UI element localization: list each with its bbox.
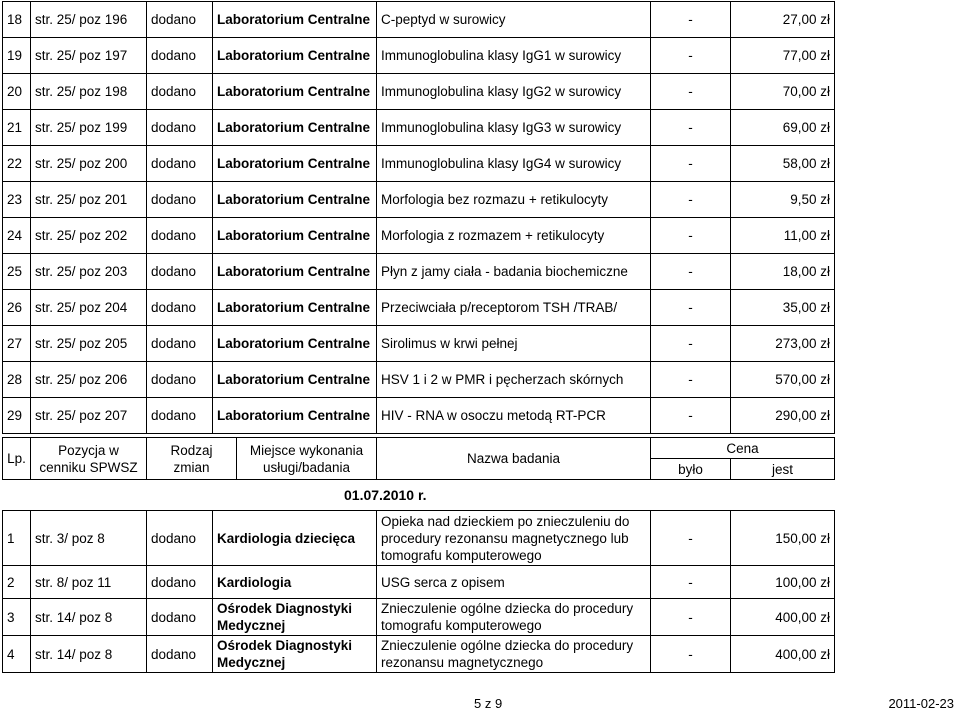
row-position: str. 25/ poz 204	[31, 290, 147, 326]
row-position: str. 25/ poz 203	[31, 254, 147, 290]
row-price-now: 100,00 zł	[731, 566, 835, 599]
row-place: Laboratorium Centralne	[213, 38, 377, 74]
row-change-type: dodano	[147, 110, 213, 146]
row-place: Laboratorium Centralne	[213, 182, 377, 218]
row-place: Ośrodek Diagnostyki Medycznej	[213, 599, 377, 636]
table-row	[3, 599, 835, 636]
row-position: str. 25/ poz 207	[31, 398, 147, 434]
row-price-was: -	[651, 326, 731, 362]
row-price-now: 290,00 zł	[731, 398, 835, 434]
row-price-now: 11,00 zł	[731, 218, 835, 254]
table-row	[3, 254, 835, 290]
row-lp: 28	[3, 362, 31, 398]
header-price-was: było	[651, 459, 731, 480]
price-changes-table-top	[2, 1, 835, 434]
row-position: str. 25/ poz 199	[31, 110, 147, 146]
row-price-now: 69,00 zł	[731, 110, 835, 146]
row-price-was: -	[651, 182, 731, 218]
row-test-name: Płyn z jamy ciała - badania biochemiczne	[377, 254, 651, 290]
row-position: str. 25/ poz 206	[31, 362, 147, 398]
header-lp: Lp.	[3, 438, 31, 480]
header-price: Cena	[651, 438, 835, 459]
row-test-name: HSV 1 i 2 w PMR i pęcherzach skórnych	[377, 362, 651, 398]
row-price-now: 9,50 zł	[731, 182, 835, 218]
row-price-now: 35,00 zł	[731, 290, 835, 326]
header-test-name: Nazwa badania	[377, 438, 651, 480]
row-price-was: -	[651, 290, 731, 326]
row-place: Laboratorium Centralne	[213, 2, 377, 38]
row-price-now: 18,00 zł	[731, 254, 835, 290]
table-row	[3, 290, 835, 326]
row-price-now: 273,00 zł	[731, 326, 835, 362]
page-number: 5 z 9	[474, 696, 503, 711]
row-price-was: -	[651, 2, 731, 38]
row-change-type: dodano	[147, 182, 213, 218]
row-change-type: dodano	[147, 599, 213, 636]
row-test-name: Immunoglobulina klasy IgG2 w surowicy	[377, 74, 651, 110]
row-position: str. 25/ poz 202	[31, 218, 147, 254]
table-row	[3, 182, 835, 218]
row-test-name: USG serca z opisem	[377, 566, 651, 599]
row-price-was: -	[651, 74, 731, 110]
row-change-type: dodano	[147, 326, 213, 362]
row-change-type: dodano	[147, 38, 213, 74]
row-test-name: Immunoglobulina klasy IgG1 w surowicy	[377, 38, 651, 74]
table-row	[3, 326, 835, 362]
header-change-type: Rodzaj zmian	[147, 438, 237, 480]
row-test-name: Immunoglobulina klasy IgG4 w surowicy	[377, 146, 651, 182]
row-test-name: Immunoglobulina klasy IgG3 w surowicy	[377, 110, 651, 146]
row-place: Laboratorium Centralne	[213, 74, 377, 110]
header-price-now: jest	[731, 459, 835, 480]
row-change-type: dodano	[147, 398, 213, 434]
row-position: str. 25/ poz 201	[31, 182, 147, 218]
row-lp: 22	[3, 146, 31, 182]
row-test-name: C-peptyd w surowicy	[377, 2, 651, 38]
row-place: Laboratorium Centralne	[213, 362, 377, 398]
row-test-name: Znieczulenie ogólne dziecka do procedury rezonansu magnetycznego	[377, 636, 651, 673]
row-position: str. 3/ poz 8	[31, 511, 147, 566]
row-price-was: -	[651, 254, 731, 290]
row-lp: 3	[3, 599, 31, 636]
table-row	[3, 2, 835, 38]
table-row	[3, 566, 835, 599]
table-row	[3, 511, 835, 566]
row-position: str. 25/ poz 198	[31, 74, 147, 110]
row-lp: 2	[3, 566, 31, 599]
row-lp: 20	[3, 74, 31, 110]
row-lp: 26	[3, 290, 31, 326]
row-test-name: Znieczulenie ogólne dziecka do procedury tomografu komputerowego	[377, 599, 651, 636]
price-changes-table-bottom	[2, 510, 835, 673]
row-position: str. 25/ poz 205	[31, 326, 147, 362]
row-place: Kardiologia dziecięca	[213, 511, 377, 566]
table-row	[3, 398, 835, 434]
row-price-was: -	[651, 362, 731, 398]
row-lp: 4	[3, 636, 31, 673]
row-lp: 18	[3, 2, 31, 38]
row-place: Ośrodek Diagnostyki Medycznej	[213, 636, 377, 673]
row-test-name: Opieka nad dzieckiem po znieczuleniu do procedury rezonansu magnetycznego lub tomografu komputerowego	[377, 511, 651, 566]
row-change-type: dodano	[147, 511, 213, 566]
header-place: Miejsce wykonania usługi/badania	[237, 438, 377, 480]
row-price-now: 150,00 zł	[731, 511, 835, 566]
row-lp: 19	[3, 38, 31, 74]
row-lp: 21	[3, 110, 31, 146]
row-place: Laboratorium Centralne	[213, 326, 377, 362]
row-lp: 24	[3, 218, 31, 254]
row-place: Kardiologia	[213, 566, 377, 599]
row-price-was: -	[651, 566, 731, 599]
print-date: 2011-02-23	[888, 696, 954, 711]
row-price-now: 570,00 zł	[731, 362, 835, 398]
row-change-type: dodano	[147, 636, 213, 673]
row-change-type: dodano	[147, 566, 213, 599]
table-row	[3, 218, 835, 254]
table-header	[2, 437, 835, 480]
row-position: str. 14/ poz 8	[31, 636, 147, 673]
row-test-name: HIV - RNA w osoczu metodą RT-PCR	[377, 398, 651, 434]
row-price-was: -	[651, 636, 731, 673]
row-price-was: -	[651, 511, 731, 566]
row-lp: 23	[3, 182, 31, 218]
row-position: str. 25/ poz 196	[31, 2, 147, 38]
row-place: Laboratorium Centralne	[213, 110, 377, 146]
row-change-type: dodano	[147, 218, 213, 254]
row-price-now: 58,00 zł	[731, 146, 835, 182]
row-price-was: -	[651, 38, 731, 74]
row-lp: 1	[3, 511, 31, 566]
row-change-type: dodano	[147, 290, 213, 326]
row-position: str. 8/ poz 11	[31, 566, 147, 599]
row-price-was: -	[651, 599, 731, 636]
row-test-name: Sirolimus w krwi pełnej	[377, 326, 651, 362]
row-price-now: 400,00 zł	[731, 636, 835, 673]
table-row	[3, 636, 835, 673]
row-price-now: 400,00 zł	[731, 599, 835, 636]
table-row	[3, 74, 835, 110]
row-price-now: 77,00 zł	[731, 38, 835, 74]
table-row	[3, 110, 835, 146]
row-change-type: dodano	[147, 146, 213, 182]
row-change-type: dodano	[147, 2, 213, 38]
row-place: Laboratorium Centralne	[213, 290, 377, 326]
row-lp: 27	[3, 326, 31, 362]
row-place: Laboratorium Centralne	[213, 254, 377, 290]
row-change-type: dodano	[147, 74, 213, 110]
table-row	[3, 362, 835, 398]
row-place: Laboratorium Centralne	[213, 146, 377, 182]
row-change-type: dodano	[147, 254, 213, 290]
section-date: 01.07.2010 r.	[344, 487, 427, 503]
row-lp: 25	[3, 254, 31, 290]
table-row	[3, 38, 835, 74]
row-place: Laboratorium Centralne	[213, 218, 377, 254]
row-change-type: dodano	[147, 362, 213, 398]
header-position: Pozycja w cenniku SPWSZ	[31, 438, 147, 480]
row-position: str. 14/ poz 8	[31, 599, 147, 636]
row-place: Laboratorium Centralne	[213, 398, 377, 434]
row-test-name: Morfologia z rozmazem + retikulocyty	[377, 218, 651, 254]
table-row	[3, 146, 835, 182]
row-position: str. 25/ poz 200	[31, 146, 147, 182]
row-price-was: -	[651, 398, 731, 434]
row-price-now: 27,00 zł	[731, 2, 835, 38]
row-test-name: Morfologia bez rozmazu + retikulocyty	[377, 182, 651, 218]
row-price-was: -	[651, 218, 731, 254]
row-test-name: Przeciwciała p/receptorom TSH /TRAB/	[377, 290, 651, 326]
row-price-was: -	[651, 146, 731, 182]
row-position: str. 25/ poz 197	[31, 38, 147, 74]
row-price-was: -	[651, 110, 731, 146]
row-lp: 29	[3, 398, 31, 434]
row-price-now: 70,00 zł	[731, 74, 835, 110]
